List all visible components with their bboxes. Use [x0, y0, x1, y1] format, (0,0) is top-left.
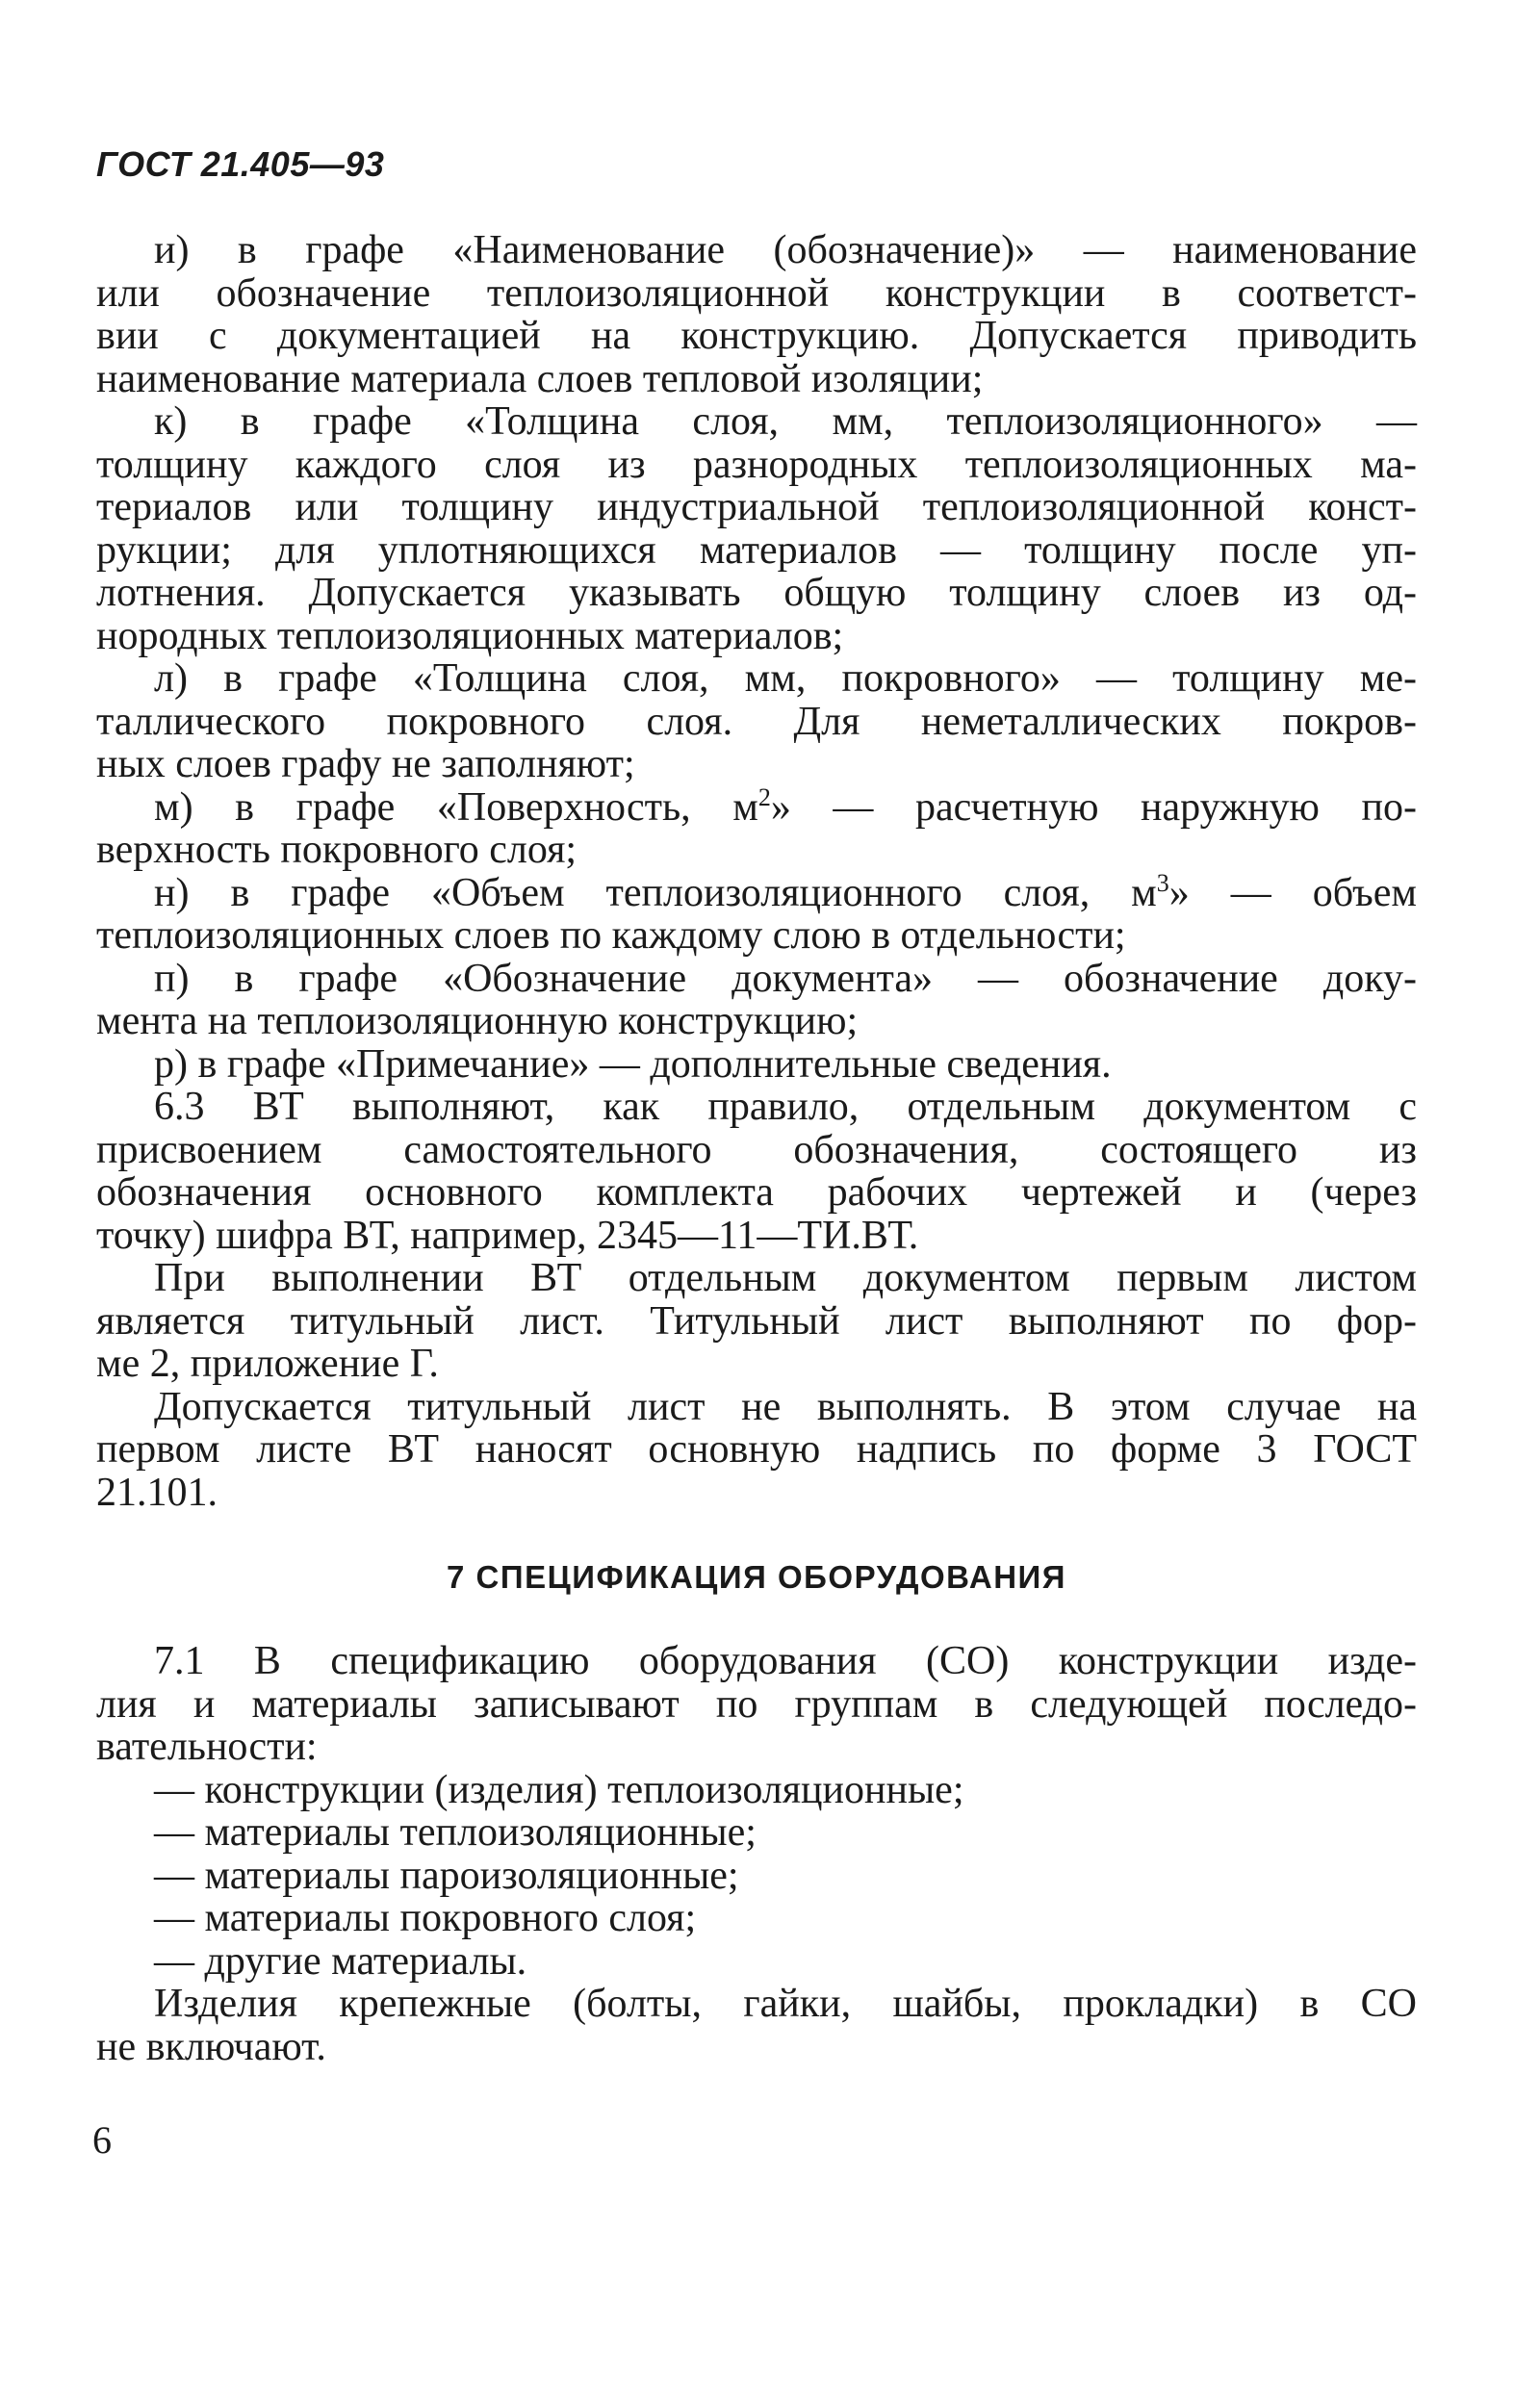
text-fragment: » — расчетную наружную по-: [770, 784, 1417, 830]
text-line: является титульный лист. Титульный лист выполняют по фор-: [96, 1298, 1417, 1344]
text-line: вии с документацией на конструкцию. Допускается приводить: [96, 314, 1417, 358]
list-item: — материалы пароизоляционные;: [154, 1853, 739, 1898]
item-l: [96, 657, 1417, 786]
text-line: [96, 868, 1417, 915]
text-line: рукции; для уплотняющихся материалов — толщину после уп-: [96, 527, 1417, 573]
body-text-section-6: [96, 229, 1417, 1514]
clause-7-1: [96, 1640, 1417, 1769]
text-line: ме 2, приложение Г.: [96, 1342, 439, 1386]
text-line: лия и материалы записывают по группам в следующей последо-: [96, 1681, 1417, 1727]
item-r: [96, 1043, 1417, 1087]
list-item: — материалы покровного слоя;: [154, 1896, 697, 1940]
text-line: не включают.: [96, 2024, 326, 2069]
text-line: толщину каждого слоя из разнородных теплоизоляционных ма-: [96, 442, 1417, 487]
superscript: 2: [757, 782, 771, 811]
text-line: р) в графе «Примечание» — дополнительные сведения.: [154, 1041, 1112, 1087]
list-item: — материалы теплоизоляционные;: [154, 1810, 757, 1855]
text-line: теплоизоляционных слоев по каждому слою в отдельности;: [96, 913, 1126, 958]
text-line: ных слоев графу не заполняют;: [96, 742, 635, 786]
text-line: 7.1 В спецификацию оборудования (СО) конструкции изде-: [154, 1639, 1417, 1683]
text-line: обозначения основного комплекта рабочих чертежей и (через: [96, 1170, 1417, 1215]
item-k: [96, 400, 1417, 657]
text-line: При выполнении ВТ отдельным документом первым листом: [154, 1256, 1417, 1300]
text-line: Допускается титульный лист не выполнять. В этом случае на: [154, 1384, 1417, 1429]
item-p: [96, 958, 1417, 1043]
text-line: п) в графе «Обозначение документа» — обозначение доку-: [154, 956, 1417, 1001]
item-m: [96, 782, 1417, 872]
text-line: мента на теплоизоляционную конструкцию;: [96, 999, 859, 1043]
text-line: вательности:: [96, 1725, 318, 1769]
text-line: первом листе ВТ наносят основную надпись по форме 3 ГОСТ: [96, 1427, 1417, 1472]
text-line: к) в графе «Толщина слоя, мм, теплоизоляционного» —: [154, 399, 1417, 444]
text-line: нородных теплоизоляционных материалов;: [96, 613, 844, 658]
text-line: 21.101.: [96, 1470, 218, 1515]
text-line: л) в графе «Толщина слоя, мм, покровного» — толщину ме-: [154, 656, 1417, 701]
superscript: 3: [1156, 868, 1169, 897]
page-number: 6: [92, 2118, 112, 2162]
clause-6-3: [96, 1086, 1417, 1257]
text-line: 6.3 ВТ выполняют, как правило, отдельным документом с: [154, 1085, 1417, 1129]
paragraph-title-sheet: [96, 1257, 1417, 1386]
text-line: таллического покровного слоя. Для неметаллических покров-: [96, 699, 1417, 744]
text-line: точку) шифра ВТ, например, 2345—11—ТИ.ВТ.: [96, 1213, 919, 1258]
text-fragment: м) в графе «Поверхность, м: [154, 784, 758, 830]
text-line: наименование материала слоев тепловой изоляции;: [96, 356, 984, 401]
group-list: [96, 1769, 1417, 1984]
text-line: и) в графе «Наименование (обозначение)» — наименование: [154, 228, 1417, 272]
paragraph-fasteners: [96, 1983, 1417, 2068]
text-line: лотнения. Допускается указывать общую толщину слоев из од-: [96, 571, 1417, 615]
text-line: или обозначение теплоизоляционной конструкции в соответст-: [96, 270, 1417, 316]
text-line: присвоением самостоятельного обозначения, состоящего из: [96, 1127, 1417, 1172]
item-n: [96, 868, 1417, 958]
section-7-title: 7 СПЕЦИФИКАЦИЯ ОБОРУДОВАНИЯ: [447, 1559, 1066, 1595]
text-line: [96, 782, 1417, 830]
body-text-section-7: [96, 1640, 1417, 2068]
text-line: Изделия крепежные (болты, гайки, шайбы, прокладки) в СО: [154, 1982, 1417, 2026]
text-line: териалов или толщину индустриальной теплоизоляционной конст-: [96, 485, 1417, 529]
document-code-header: ГОСТ 21.405—93: [96, 144, 385, 184]
text-fragment: н) в графе «Объем теплоизоляционного слоя, м: [154, 870, 1157, 915]
text-line: верхность покровного слоя;: [96, 828, 578, 872]
text-fragment: » — объем: [1168, 870, 1417, 915]
list-item: — другие материалы.: [154, 1938, 527, 1984]
item-i: [96, 229, 1417, 400]
paragraph-allowed: [96, 1386, 1417, 1515]
list-item: — конструкции (изделия) теплоизоляционные;: [154, 1767, 964, 1812]
